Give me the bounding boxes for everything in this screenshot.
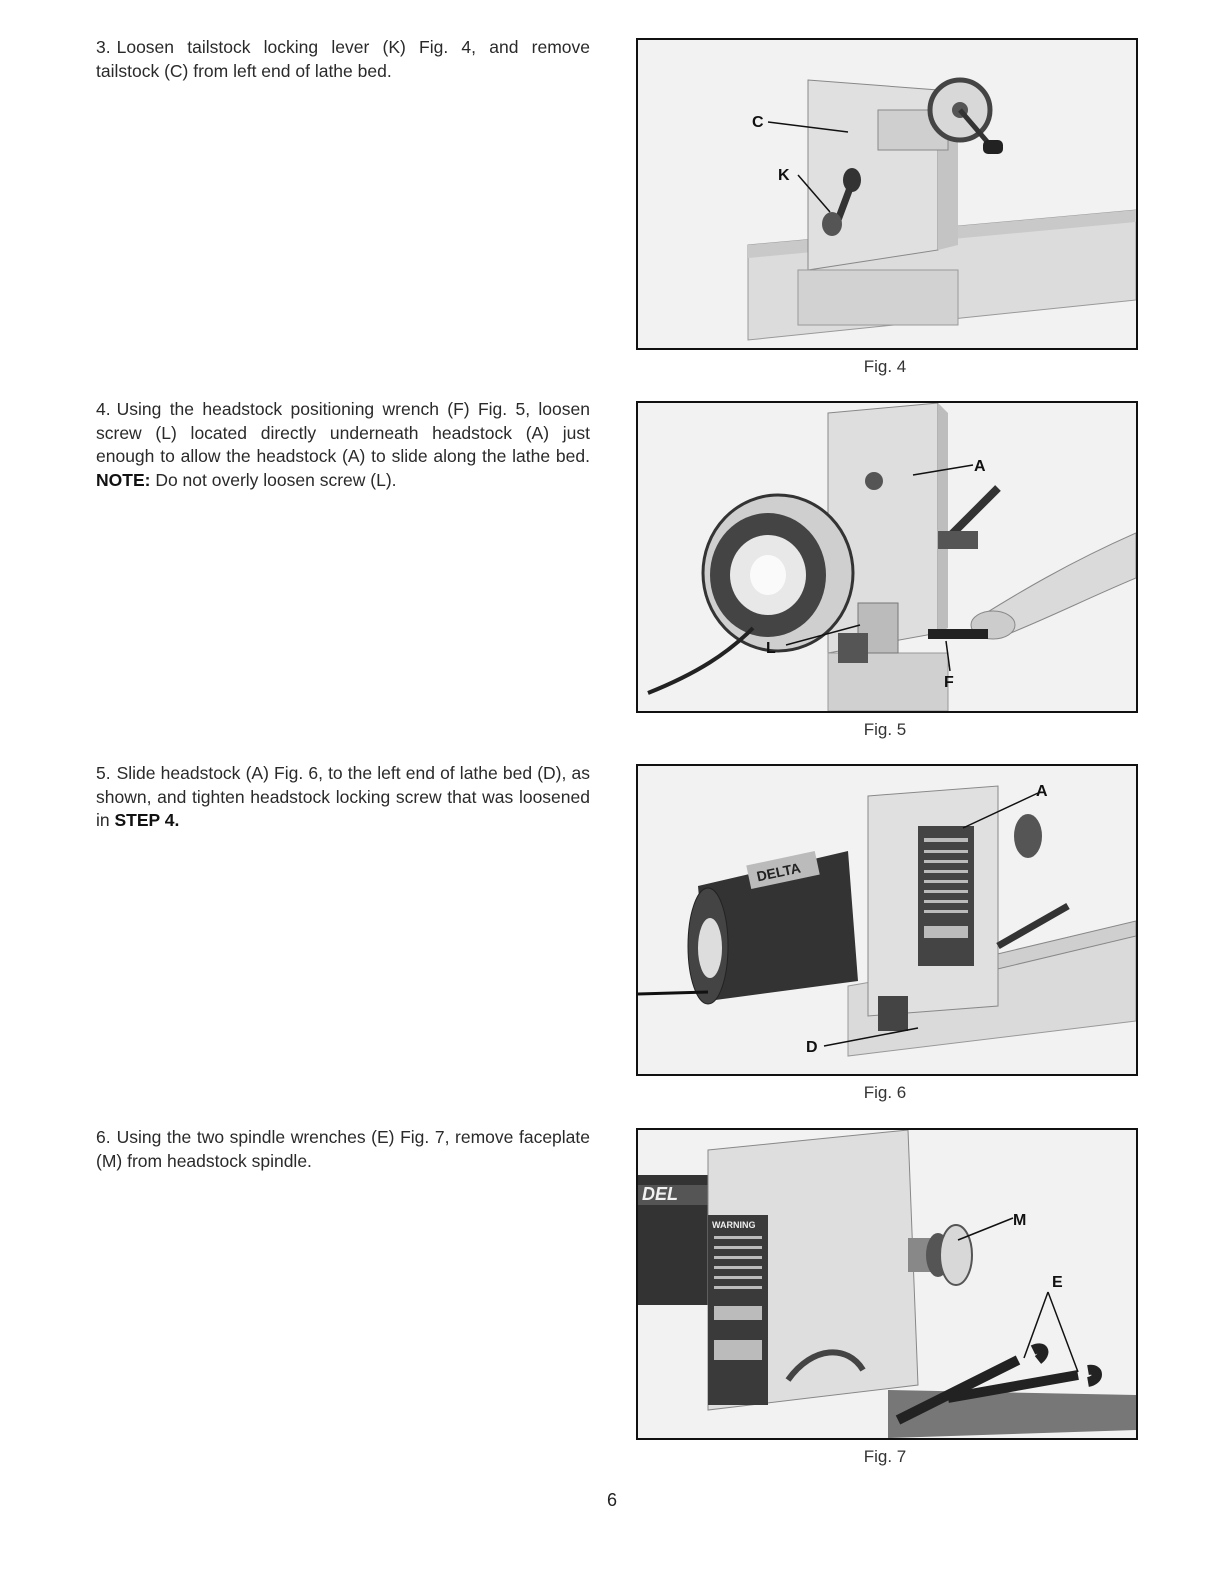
tailstock-illustration xyxy=(638,40,1136,348)
note-text: Do not overly loosen screw (L). xyxy=(155,469,397,490)
figure-6-caption: Fig. 6 xyxy=(863,1083,907,1102)
figure-6-headstock-left-end-photo xyxy=(636,764,1138,1076)
callout-a: A xyxy=(974,458,986,475)
figure-5-headstock-wrench-photo xyxy=(636,401,1138,713)
step-text: Using the headstock positioning wrench (F) Fig. 5, loosen screw (L) located directly underneath headstock (A) just enough to allow the headstock (A) to slide along the lathe bed. xyxy=(96,399,590,466)
step-4 xyxy=(96,398,590,492)
callout-k: K xyxy=(778,167,790,184)
step-number: 5. xyxy=(96,763,111,783)
callout-l: L xyxy=(766,640,776,657)
step-3 xyxy=(96,36,590,83)
step-text: Slide headstock (A) Fig. 6, to the left end of lathe bed (D), as shown, and tighten headstock locking screw that was loosened in xyxy=(96,763,590,830)
callout-f: F xyxy=(944,674,954,691)
callout-a: A xyxy=(1036,783,1048,800)
callout-e: E xyxy=(1052,1274,1063,1291)
step-6 xyxy=(96,1126,590,1173)
step-reference: STEP 4. xyxy=(114,810,180,830)
headstock-left-end-illustration xyxy=(638,766,1136,1074)
callout-m: M xyxy=(1013,1212,1027,1229)
motor-brand-label: DEL xyxy=(642,1184,678,1204)
figure-4-caption: Fig. 4 xyxy=(863,357,907,376)
callout-d: D xyxy=(806,1039,818,1056)
figure-7-spindle-wrenches-photo xyxy=(636,1128,1138,1440)
headstock-wrench-illustration xyxy=(638,403,1136,711)
spindle-wrenches-illustration xyxy=(638,1130,1136,1438)
figure-4-tailstock-photo xyxy=(636,38,1138,350)
step-text: Using the two spindle wrenches (E) Fig. 7, remove faceplate (M) from headstock spindle. xyxy=(96,1127,590,1171)
step-number: 4. xyxy=(96,399,111,419)
figure-5-caption: Fig. 5 xyxy=(863,720,907,739)
motor-brand-label: DELTA xyxy=(755,859,803,885)
step-5 xyxy=(96,762,590,833)
figure-7-caption: Fig. 7 xyxy=(863,1447,907,1466)
step-text: Loosen tailstock locking lever (K) Fig. 4, and remove tailstock (C) from left end of lathe bed. xyxy=(96,37,590,81)
step-number: 6. xyxy=(96,1127,111,1147)
warning-label-text: WARNING xyxy=(712,1220,756,1230)
page-number: 6 xyxy=(606,1490,617,1510)
note-label: NOTE: xyxy=(96,469,151,490)
callout-c: C xyxy=(752,114,764,131)
step-number: 3. xyxy=(96,37,111,57)
